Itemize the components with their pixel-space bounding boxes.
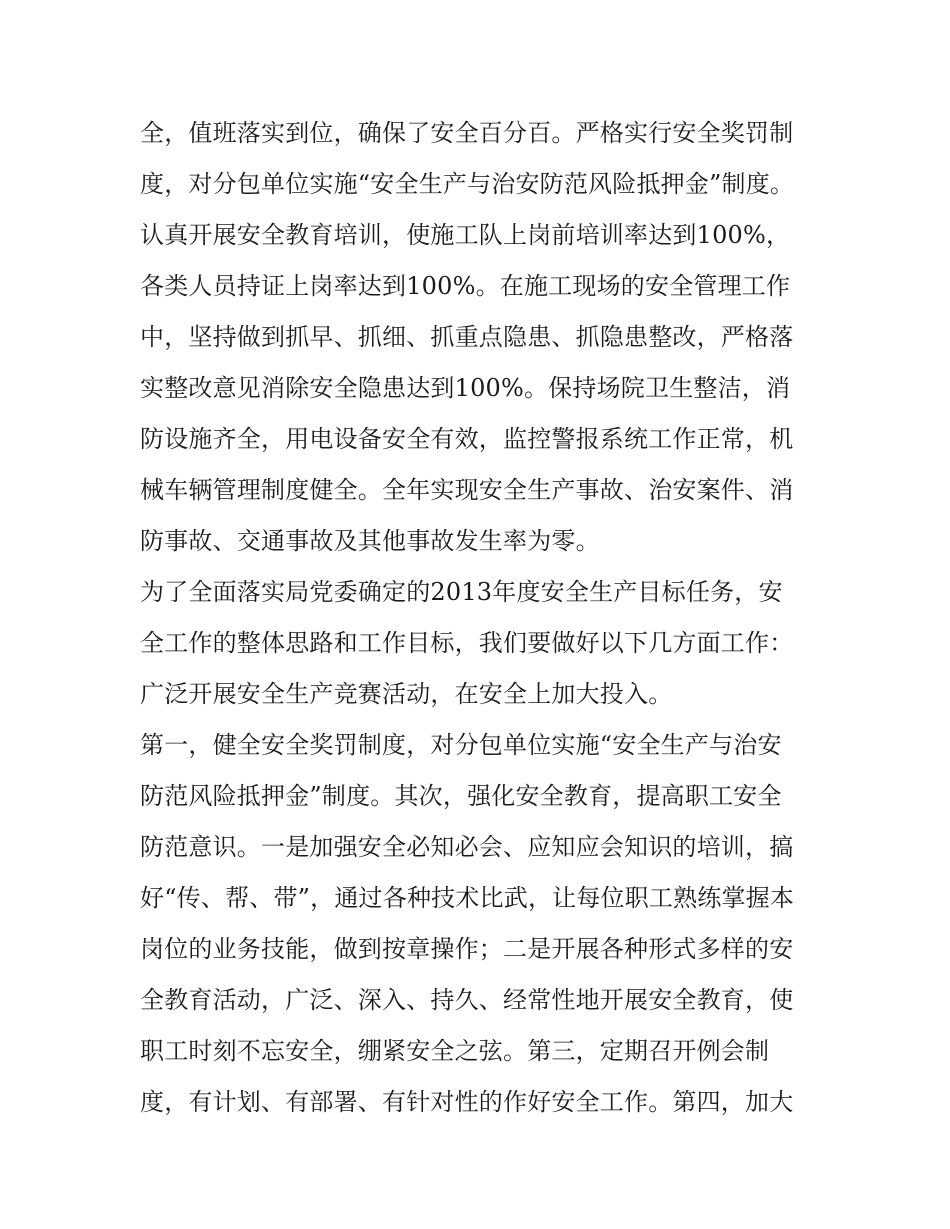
text-line: 第一，健全安全奖罚制度，对分包单位实施“安全生产与治安 xyxy=(140,731,782,759)
text-line: 广泛开展安全生产竞赛活动，在安全上加大投入。 xyxy=(140,680,673,708)
text-line: 度，有计划、有部署、有针对性的作好安全工作。第四，加大 xyxy=(140,1088,794,1116)
text-line: 全，值班落实到位，确保了安全百分百。严格实行安全奖罚制 xyxy=(140,119,794,147)
text-line: 认真开展安全教育培训，使施工队上岗前培训率达到100%， xyxy=(140,221,791,249)
text-line: 好“传、帮、带”，通过各种技术比武，让每位职工熟练掌握本 xyxy=(140,884,795,912)
text-line: 全工作的整体思路和工作目标，我们要做好以下几方面工作： xyxy=(140,629,794,657)
text-line: 实整改意见消除安全隐患达到100%。保持场院卫生整洁，消 xyxy=(140,374,791,402)
text-line: 全教育活动，广泛、深入、持久、经常性地开展安全教育，使 xyxy=(140,986,794,1014)
text-line: 岗位的业务技能，做到按章操作；二是开展各种形式多样的安 xyxy=(140,935,794,963)
text-line: 为了全面落实局党委确定的2013年度安全生产目标任务，安 xyxy=(140,578,783,606)
text-line: 度，对分包单位实施“安全生产与治安防范风险抵押金”制度。 xyxy=(140,170,795,198)
text-line: 防范风险抵押金”制度。其次，强化安全教育，提高职工安全 xyxy=(140,782,782,810)
text-line: 防范意识。一是加强安全必知必会、应知应会知识的培训，搞 xyxy=(140,833,794,861)
text-line: 械车辆管理制度健全。全年实现安全生产事故、治安案件、消 xyxy=(140,476,794,504)
text-line: 中，坚持做到抓早、抓细、抓重点隐患、抓隐患整改，严格落 xyxy=(140,323,794,351)
text-line: 防事故、交通事故及其他事故发生率为零。 xyxy=(140,527,600,555)
text-line: 职工时刻不忘安全，绷紧安全之弦。第三，定期召开例会制 xyxy=(140,1037,770,1065)
body-text xyxy=(140,108,820,1128)
text-line: 防设施齐全，用电设备安全有效，监控警报系统工作正常，机 xyxy=(140,425,794,453)
text-line: 各类人员持证上岗率达到100%。在施工现场的安全管理工作 xyxy=(140,272,791,300)
